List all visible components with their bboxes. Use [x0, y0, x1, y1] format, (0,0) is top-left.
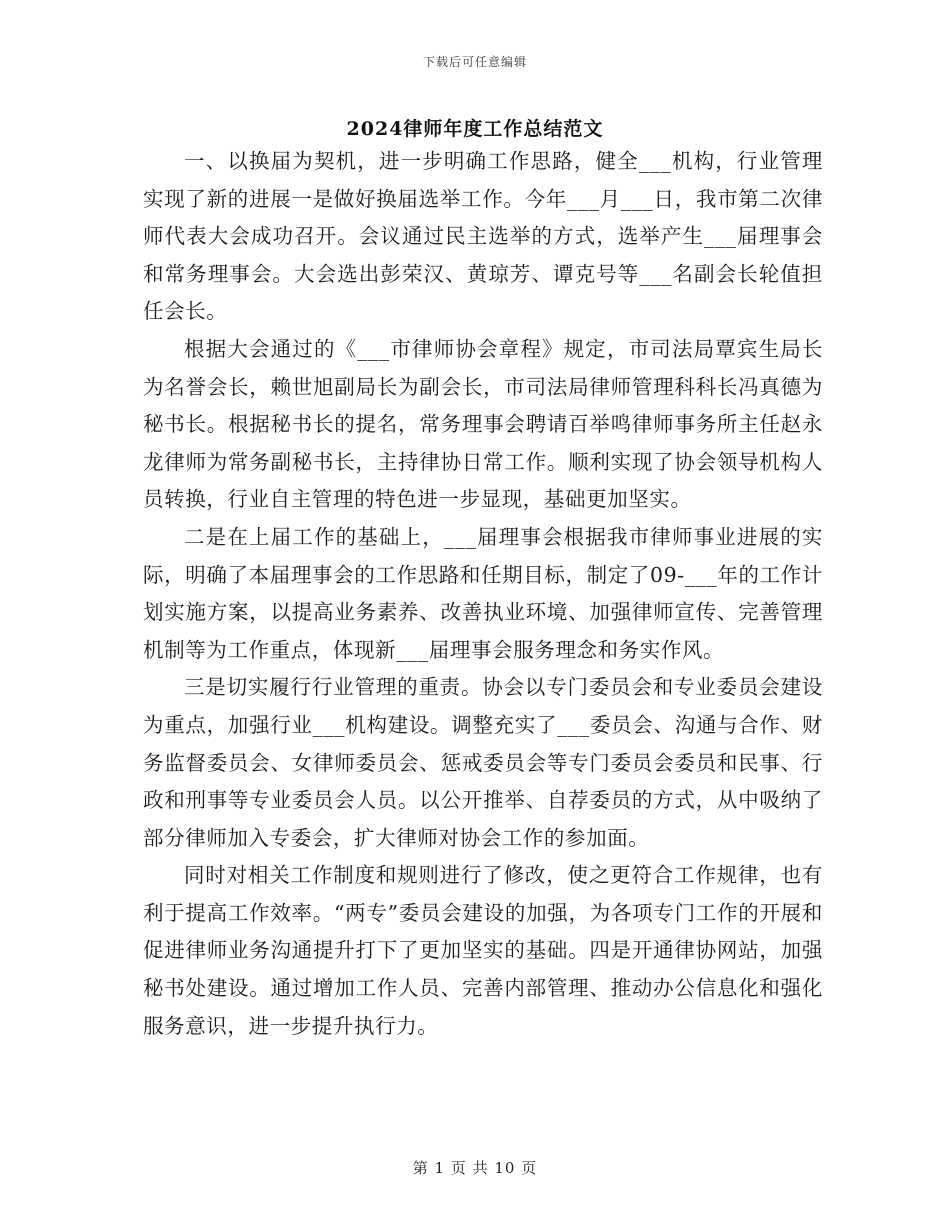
paragraph: 三是切实履行行业管理的重责。协会以专门委员会和专业委员会建设为重点，加强行业___机构建设。调整充实了___委员会、沟通与合作、财务监督委员会、女律师委员会、惩戒委员会等专门委员会委员和民事、行政和刑事等专业委员会人员。以公开推举、自荐委员的方式，从中吸纳了部分律师加入专委会，扩大律师对协会工作的参加面。: [143, 675, 823, 850]
paragraph: 同时对相关工作制度和规则进行了修改，使之更符合工作规律，也有利于提高工作效率。“两专”委员会建设的加强，为各项专门工作的开展和促进律师业务沟通提升打下了更加坚实的基础。四是开通律协网站，加强秘书处建设。通过增加工作人员、完善内部管理、推动办公信息化和强化服务意识，进一步提升执行力。: [143, 863, 823, 1038]
paragraph: 根据大会通过的《___市律师协会章程》规定，市司法局覃宾生局长为名誉会长，赖世旭副局长为副会长，市司法局律师管理科科长冯真德为秘书长。根据秘书长的提名，常务理事会聘请百举鸣律师事务所主任赵永龙律师为常务副秘书长，主持律协日常工作。顺利实现了协会领导机构人员转换，行业自主管理的特色进一步显现，基础更加坚实。: [143, 336, 823, 512]
document-title: 2024律师年度工作总结范文: [346, 118, 604, 140]
header-note: 下载后可任意编辑: [422, 55, 527, 69]
page-footer: 第 1 页 共 10 页: [412, 1159, 538, 1177]
paragraph: 二是在上届工作的基础上，___届理事会根据我市律师事业进展的实际，明确了本届理事会的工作思路和任期目标，制定了09-___年的工作计划实施方案，以提高业务素养、改善执业环境、加强律师宣传、完善管理机制等为工作重点，体现新___届理事会服务理念和务实作风。: [143, 524, 823, 662]
paragraph: 一、以换届为契机，进一步明确工作思路，健全___机构，行业管理实现了新的进展一是做好换届选举工作。今年___月___日，我市第二次律师代表大会成功召开。会议通过民主选举的方式，选举产生___届理事会和常务理事会。大会选出彭荣汉、黄琼芳、谭克号等___名副会长轮值担任会长。: [143, 149, 823, 324]
document-body: [143, 143, 823, 1045]
